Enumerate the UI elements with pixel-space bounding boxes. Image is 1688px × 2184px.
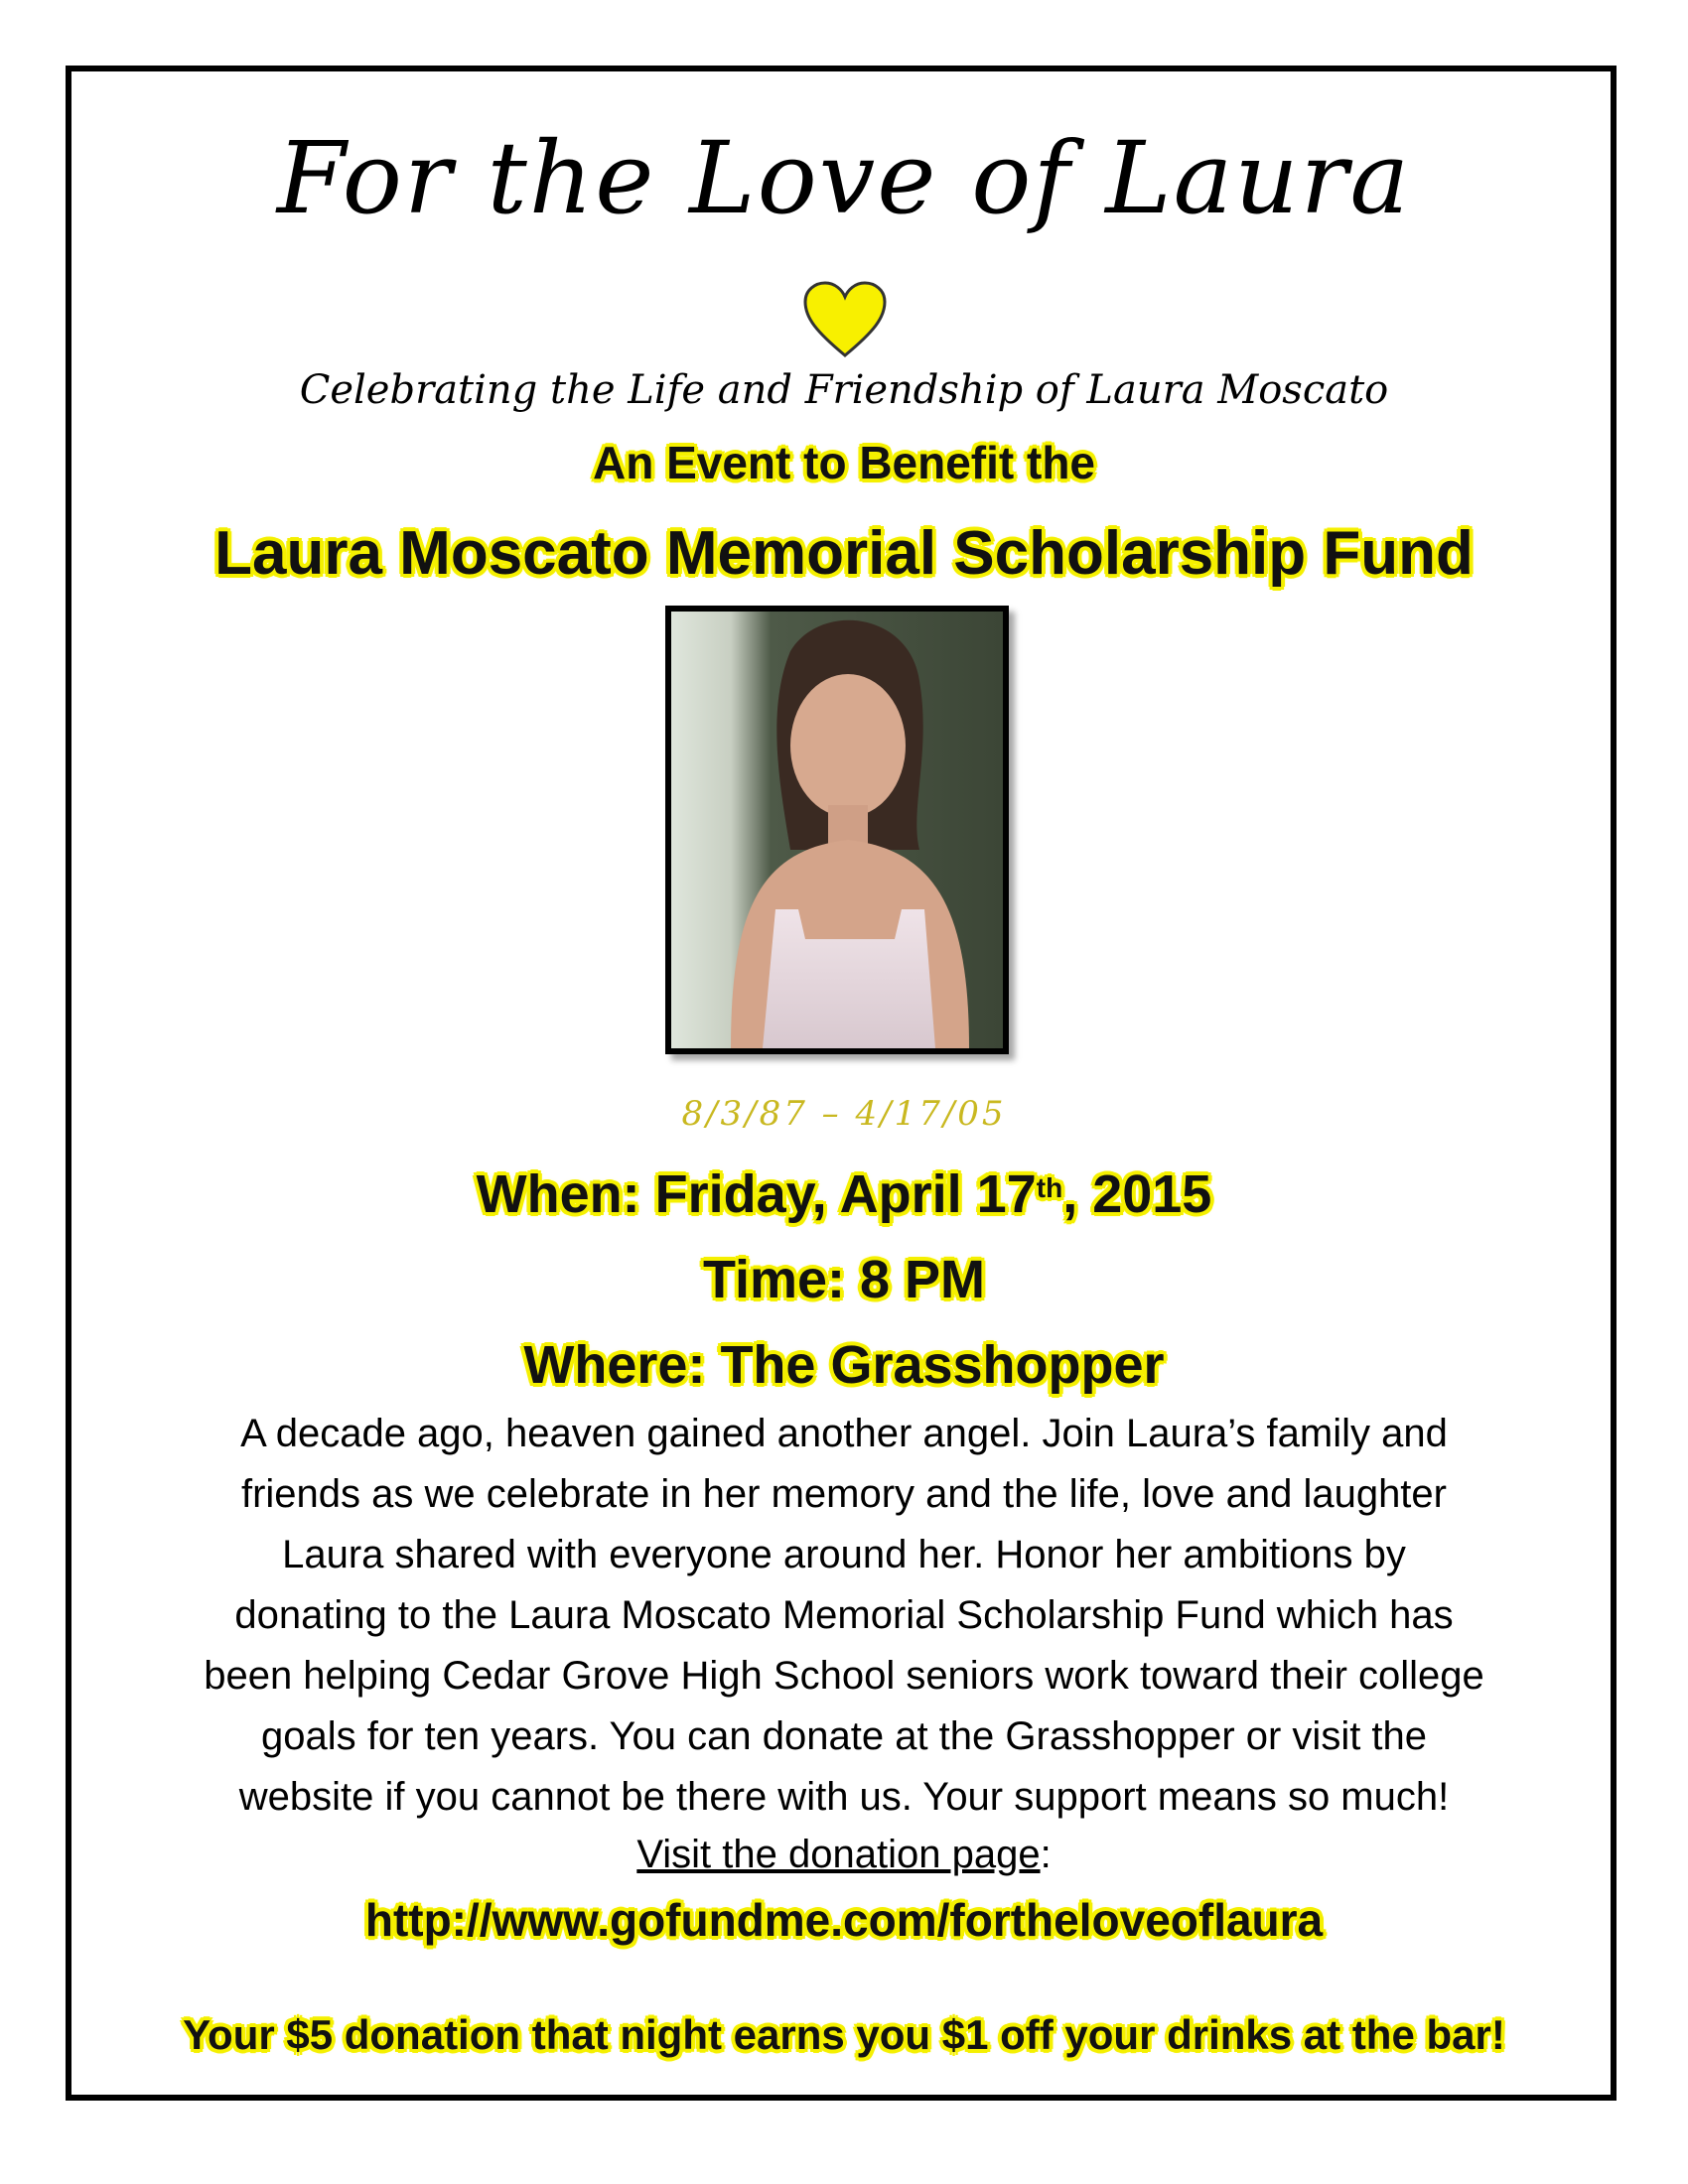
flyer-subtitle: Celebrating the Life and Friendship of Laura Moscato [299,367,1389,413]
flyer-title: For the Love of Laura [276,120,1412,236]
description-line: donating to the Laura Moscato Memorial Scholarship Fund which has [234,1593,1454,1637]
event-line: An Event to Benefit the [592,437,1096,488]
life-dates: 8/3/87 – 4/17/05 [681,1094,1007,1134]
donation-label-colon: : [1040,1833,1052,1876]
event-date-ordinal: th [1036,1172,1063,1203]
event-time: Time: 8 PM [702,1250,986,1309]
donation-label [0,1827,1688,1882]
heart-icon [802,280,888,359]
event-location: Where: The Grasshopper [523,1335,1165,1395]
donation-page-link-text[interactable]: Visit the donation page [636,1833,1041,1876]
memorial-photo [665,606,1009,1054]
fund-name: Laura Moscato Memorial Scholarship Fund [214,519,1474,588]
event-date-year: , 2015 [1062,1164,1212,1224]
promo-text: Your $5 donation that night earns you $1 off your drinks at the bar! [183,2011,1505,2058]
description-line: Laura shared with everyone around her. Honor her ambitions by [282,1533,1406,1576]
description-line: friends as we celebrate in her memory and the life, love and laughter [240,1472,1447,1516]
event-description [99,1404,1589,1828]
event-date-prefix: When: Friday, April 17 [476,1164,1037,1224]
description-line: goals for ten years. You can donate at the Grasshopper or visit the [260,1714,1428,1758]
description-line: been helping Cedar Grove High School seniors work toward their college [204,1654,1484,1698]
description-line: A decade ago, heaven gained another angel. Join Laura’s family and [240,1412,1448,1455]
event-date [0,1160,1688,1229]
donation-url[interactable]: http://www.gofundme.com/fortheloveoflaura [364,1894,1324,1946]
description-line: website if you cannot be there with us. Your support means so much! [238,1775,1450,1819]
